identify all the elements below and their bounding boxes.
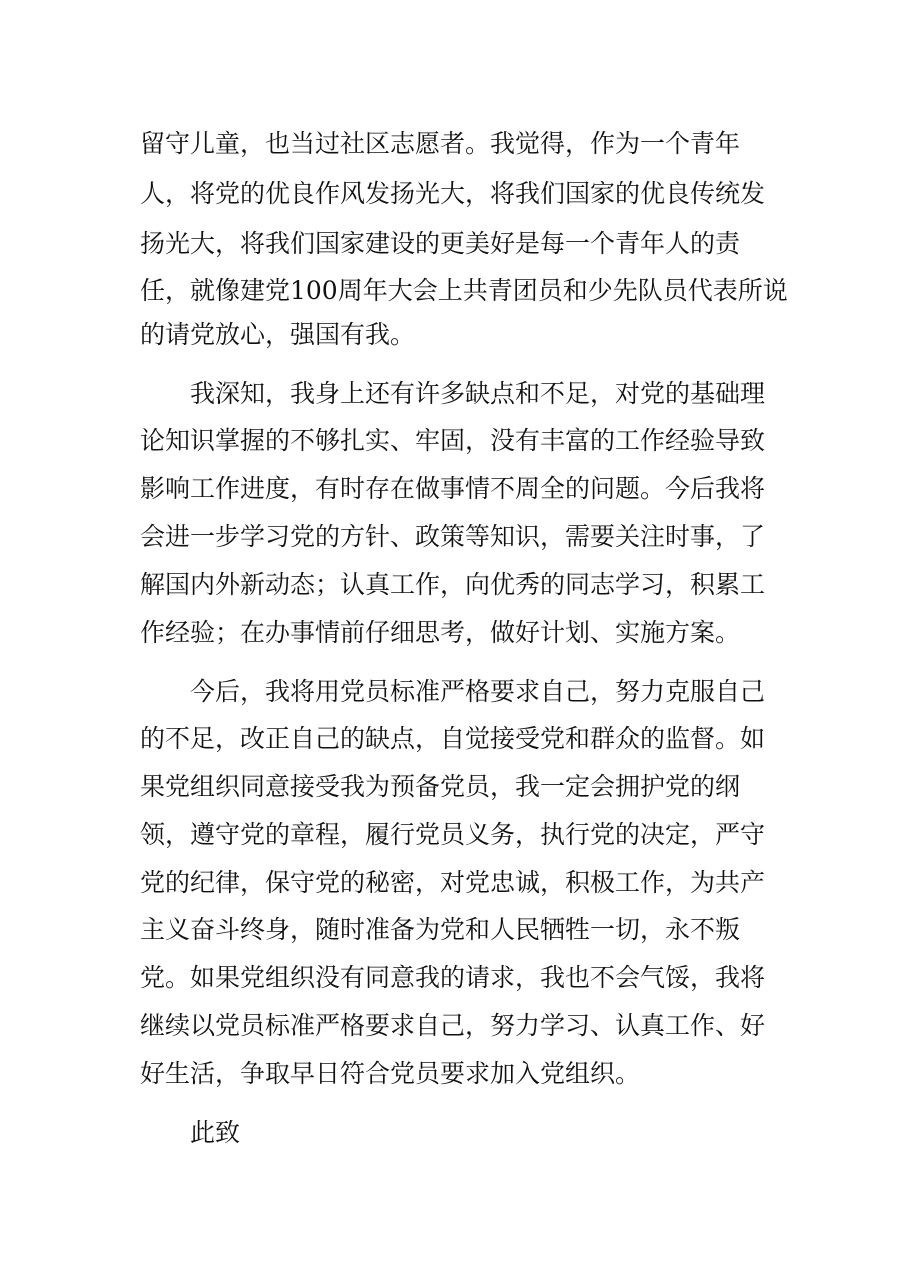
text-line: 论知识掌握的不够扎实、牢固，没有丰富的工作经验导致: [140, 426, 766, 455]
text-line: 果党组织同意接受我为预备党员，我一定会拥护党的纲: [140, 772, 741, 801]
text-line: 好生活，争取早日符合党员要求加入党组织。: [140, 1059, 641, 1088]
closing-salutation: 此致: [190, 1118, 241, 1147]
text-line: 作经验；在办事情前仔细思考，做好计划、实施方案。: [140, 618, 741, 647]
paragraph-start-line: 今后，我将用党员标准严格要求自己，努力克服自己: [190, 677, 766, 706]
text-line: 解国内外新动态；认真工作，向优秀的同志学习，积累工: [140, 570, 766, 599]
text-line: 会进一步学习党的方针、政策等知识，需要关注时事，了: [140, 522, 766, 551]
text-line: 继续以党员标准严格要求自己，努力学习、认真工作、好: [140, 1011, 766, 1040]
text-line: 影响工作进度，有时存在做事情不周全的问题。今后我将: [140, 474, 766, 503]
text-line: 主义奋斗终身，随时准备为党和人民牺牲一切，永不叛: [140, 915, 741, 944]
text-line: 的不足，改正自己的缺点，自觉接受党和群众的监督。如: [140, 724, 766, 753]
text-line: 领，遵守党的章程，履行党员义务，执行党的决定，严守: [140, 820, 766, 849]
text-line: 党的纪律，保守党的秘密，对党忠诚，积极工作，为共产: [140, 868, 766, 897]
text-line: 扬光大，将我们国家建设的更美好是每一个青年人的责: [140, 229, 741, 258]
text-line: 任，就像建党100周年大会上共青团员和少先队员代表所说: [140, 276, 788, 305]
text-line: 人，将党的优良作风发扬光大，将我们国家的优良传统发: [140, 179, 766, 208]
text-line: 的请党放心，强国有我。: [140, 320, 416, 349]
text-line: 留守儿童，也当过社区志愿者。我觉得，作为一个青年: [140, 129, 741, 158]
paragraph-start-line: 我深知，我身上还有许多缺点和不足，对党的基础理: [190, 379, 766, 408]
text-line: 党。如果党组织没有同意我的请求，我也不会气馁，我将: [140, 963, 766, 992]
